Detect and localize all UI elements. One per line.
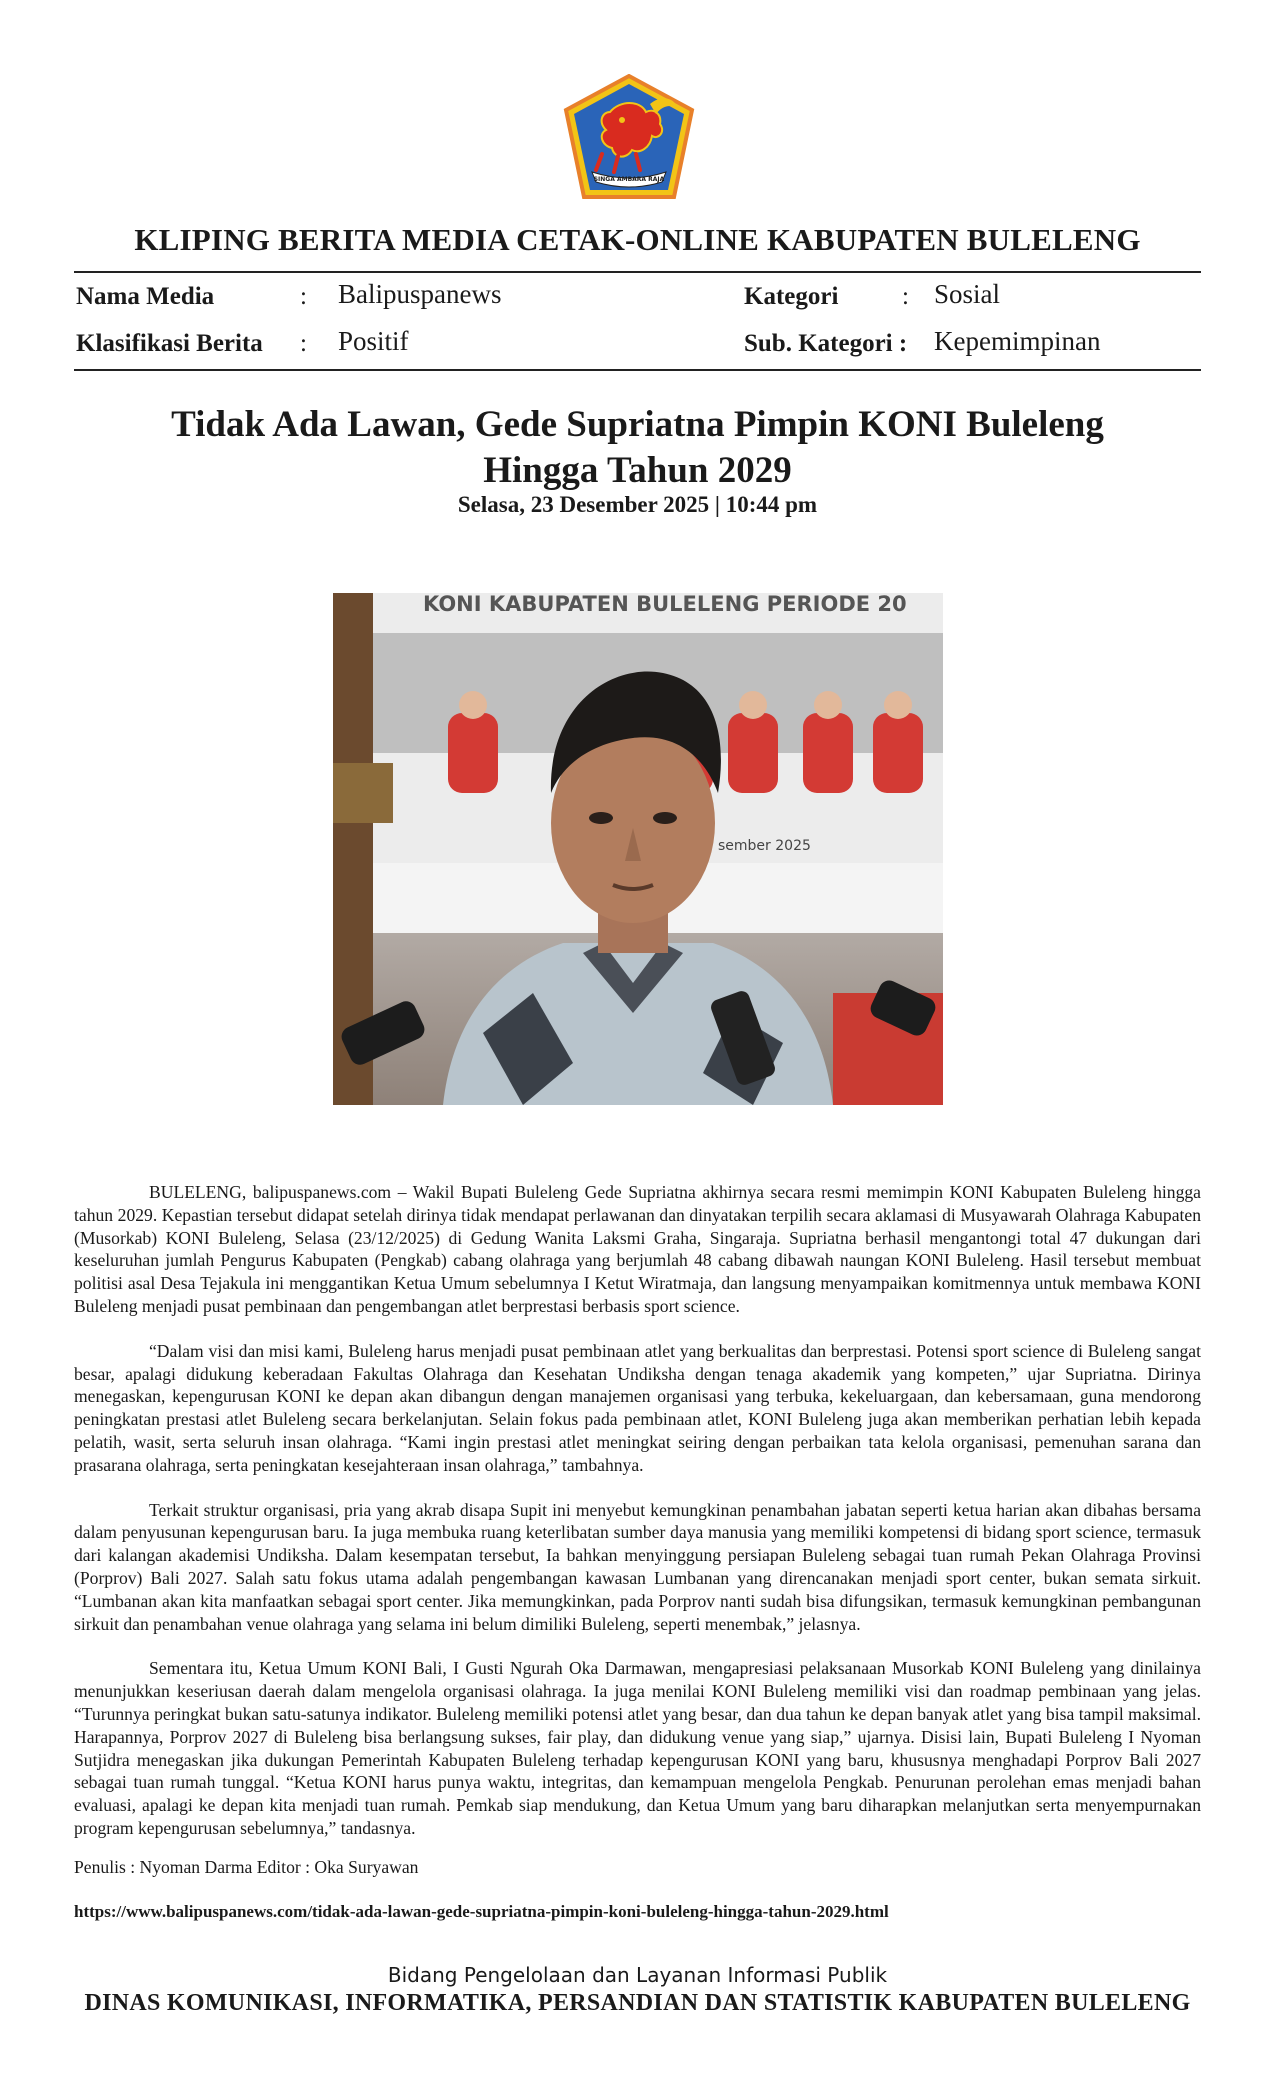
article-body [74, 1181, 1201, 1862]
article-paragraph-3: Terkait struktur organisasi, pria yang akrab disapa Supit ini menyebut kemungkinan penambahan jabatan seperti ketua harian akan dibahas bersama dalam penyusunan kepengurusan baru. Ia juga membuka ruang keterlibatan sumber daya manusia yang memiliki kompetensi di bidang sport science, termasuk dari kalangan akademisi Undiksha. Dalam kesempatan tersebut, Ia bahkan menyinggung persiapan Buleleng sebagai tuan rumah Pekan Olahraga Provinsi (Porprov) Bali 2027. Salah satu fokus utama adalah pengembangan kawasan Lumbanan yang direncanakan menjadi sport center, bukan semata sirkuit. “Lumbanan akan kita manfaatkan sebagai sport center. Jika memungkinkan, pada Porprov nanti sudah bisa difungsikan, termasuk kemungkinan pembangunan sirkuit dan penambahan venue olahraga yang selama ini belum dimiliki Buleleng, seperti menembak,” jelasnya. [74, 1499, 1201, 1634]
clipping-header-title: KLIPING BERITA MEDIA CETAK-ONLINE KABUPATEN BULELENG [134, 222, 1141, 257]
category-value: Sosial [934, 279, 1001, 309]
category-colon: : [902, 283, 909, 310]
article-title-line-2: Hingga Tahun 2029 [483, 450, 792, 491]
classification-colon: : [300, 330, 307, 357]
article-paragraph-2: “Dalam visi dan misi kami, Buleleng harus menjadi pusat pembinaan atlet yang berkualitas dan berprestasi. Potensi sport science di Buleleng sangat besar, apalagi didukung keberadaan Fakultas Olahraga dan Kesehatan Undiksha dengan tenaga akademik yang kompeten,” ujar Supriatna. Dirinya menegaskan, kepengurusan KONI ke depan akan dibangun dengan manajemen organisasi yang terbuka, kekeluargaan, dan kebersamaan, guna mendorong peningkatan prestasi atlet Buleleng secara berkelanjutan. Selain fokus pada pembinaan atlet, KONI Buleleng juga akan memberikan perhatian lebih kepada pelatih, wasit, serta seluruh insan olahraga. “Kami ingin prestasi atlet meningkat seiring dengan perbaikan tata kelola organisasi, pemenuhan sarana dan prasarana olahraga, serta peningkatan kesejahteraan insan olahraga,” tambahnya. [74, 1340, 1201, 1475]
article-paragraph-1: BULELENG, balipuspanews.com – Wakil Bupati Buleleng Gede Supriatna akhirnya secara resmi memimpin KONI Kabupaten Buleleng hingga tahun 2029. Kepastian tersebut didapat setelah dirinya tidak mendapat perlawanan dan dinyatakan terpilih secara aklamasi di Musyawarah Olahraga Kabupaten (Musorkab) KONI Buleleng, Selasa (23/12/2025) di Gedung Wanita Laksmi Graha, Singaraja. Supriatna berhasil mengantongi total 47 dukungan dari keseluruhan jumlah Pengurus Kabupaten (Pengkab) cabang olahraga yang berjumlah 48 cabang dibawah naungan KONI Buleleng. Hasil tersebut membuat politisi asal Desa Tejakula ini menggantikan Ketua Umum sebelumnya I Ketut Wiratmaja, dan langsung menyampaikan komitmennya untuk membawa KONI Buleleng menjadi pusat pembinaan dan pengembangan atlet berprestasi berbasis sport science. [74, 1182, 1201, 1316]
media-name-colon: : [300, 283, 307, 310]
crest-motto: SINGA AMBARA RAJA [593, 176, 665, 183]
footer-division: Bidang Pengelolaan dan Layanan Informasi Publik [387, 1963, 888, 1987]
category-label: Kategori [744, 283, 839, 310]
article-title-line-1: Tidak Ada Lawan, Gede Supriatna Pimpin KONI Buleleng [171, 404, 1104, 445]
article-paragraph-4: Sementara itu, Ketua Umum KONI Bali, I Gusti Ngurah Oka Darmawan, mengapresiasi pelaksanaan Musorkab KONI Buleleng yang dinilainya menunjukkan keseriusan daerah dalam mengelola organisasi olahraga. Ia juga menilai KONI Buleleng memiliki visi dan roadmap pembinaan yang jelas. “Turunnya peringkat bukan satu-satunya indikator. Buleleng memiliki potensi atlet yang besar, dan dua tahun ke depan banyak atlet yang bisa tampil maksimal. Harapannya, Porprov 2027 di Buleleng bisa berlangsung sukses, fair play, dan didukung venue yang siap,” ujarnya. Disisi lain, Bupati Buleleng I Nyoman Sutjidra menegaskan jika dukungan Pemerintah Kabupaten Buleleng terhadap kepengurusan KONI yang baru, khususnya menghadapi Porprov Bali 2027 sebagai tuan rumah tunggal. “Ketua KONI harus punya waktu, integritas, dan kemampuan mengelola Pengkab. Penurunan perolehan emas menjadi bahan evaluasi, apalagi ke depan kita menjadi tuan rumah. Pemkab siap mendukung, dan Ketua Umum yang baru diharapkan melanjutkan serta menyempurnakan program kepengurusan sebelumnya,” tandasnya. [74, 1658, 1201, 1838]
article-title [74, 402, 1201, 494]
media-name-label: Nama Media [76, 283, 215, 310]
subcategory-value: Kepemimpinan [934, 326, 1101, 356]
article-photo [333, 593, 943, 1105]
classification-value: Positif [338, 326, 409, 356]
article-source-url[interactable]: https://www.balipuspanews.com/tidak-ada-lawan-gede-supriatna-pimpin-koni-buleleng-hingga-tahun-2029.html [74, 1902, 889, 1921]
footer-department: DINAS KOMUNIKASI, INFORMATIKA, PERSANDIAN DAN STATISTIK KABUPATEN BULELENG [84, 1990, 1191, 2016]
classification-label: Klasifikasi Berita [76, 330, 263, 357]
header-divider-top [74, 271, 1201, 273]
article-credits: Penulis : Nyoman Darma Editor : Oka Suryawan [74, 1857, 419, 1877]
photo-banner-date: sember 2025 [718, 838, 811, 854]
article-date: Selasa, 23 Desember 2025 | 10:44 pm [457, 492, 818, 517]
buleleng-regency-crest-logo [562, 74, 696, 200]
subcategory-label: Sub. Kategori : [744, 330, 908, 357]
header-divider-bottom [74, 369, 1201, 371]
photo-banner-text: KONI KABUPATEN BULELENG PERIODE 20 [423, 593, 907, 616]
media-name-value: Balipuspanews [338, 279, 502, 309]
